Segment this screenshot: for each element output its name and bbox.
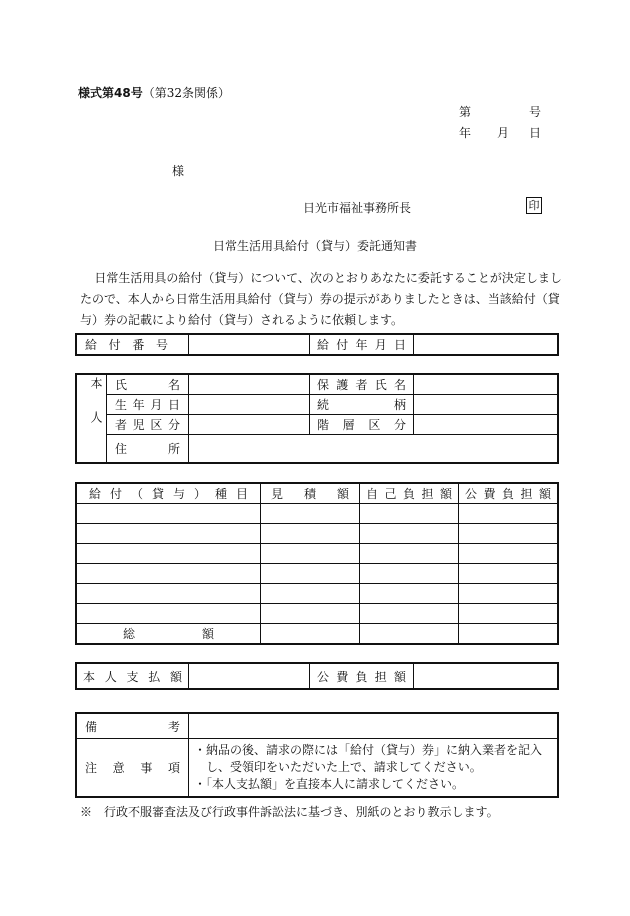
grant-date-label: 給付年月日 (310, 335, 414, 355)
number-suffix: 号 (528, 105, 541, 119)
addressee-suffix: 様 (172, 164, 185, 178)
self-pay-cell[interactable] (360, 564, 459, 584)
item-cell[interactable] (77, 524, 261, 544)
estimate-cell[interactable] (261, 504, 360, 524)
estimate-cell[interactable] (261, 544, 360, 564)
public-pay-label: 公費負担額 (310, 664, 414, 689)
self-pay-field[interactable] (189, 664, 310, 689)
seal-mark: 印 (526, 197, 542, 214)
table-row (77, 604, 558, 624)
header-self-pay: 自己負担額 (360, 484, 459, 504)
grant-number-field[interactable] (189, 335, 310, 355)
table-payment (76, 663, 558, 689)
tier-label: 階層区分 (310, 415, 414, 435)
estimate-cell[interactable] (261, 604, 360, 624)
public-pay-cell[interactable] (459, 524, 558, 544)
table-remarks (76, 713, 558, 797)
header-public-pay: 公費負担額 (459, 484, 558, 504)
public-pay-cell[interactable] (459, 584, 558, 604)
total-public-pay-cell[interactable] (459, 624, 558, 644)
item-cell[interactable] (77, 504, 261, 524)
public-pay-cell[interactable] (459, 604, 558, 624)
self-pay-cell[interactable] (360, 604, 459, 624)
footnote: ※ 行政不服審査法及び行政事件訴訟法に基づき、別紙のとおり教示します。 (80, 805, 499, 819)
item-cell[interactable] (77, 604, 261, 624)
name-label: 氏名 (107, 375, 189, 395)
grant-number-label: 給付番号 (77, 335, 189, 355)
table-items (76, 483, 558, 644)
self-pay-cell[interactable] (360, 544, 459, 564)
child-class-field[interactable] (189, 415, 310, 435)
self-pay-cell[interactable] (360, 524, 459, 544)
remarks-label: 備考 (77, 714, 189, 739)
note-item-2: ・「本人支払額」を直接本人に請求してください。 (194, 777, 465, 791)
public-pay-field[interactable] (414, 664, 558, 689)
table-row (77, 524, 558, 544)
estimate-cell[interactable] (261, 564, 360, 584)
birth-field[interactable] (189, 395, 310, 415)
public-pay-cell[interactable] (459, 504, 558, 524)
person-label-text: 本人 (89, 377, 103, 445)
form-relation: （第32条関係） (142, 86, 230, 100)
header-item: 給付（貸与）種目 (77, 484, 261, 504)
date-day: 日 (528, 126, 541, 140)
number-prefix: 第 (459, 105, 472, 119)
guardian-label: 保護者氏名 (310, 375, 414, 395)
table-person (76, 374, 558, 463)
estimate-cell[interactable] (261, 524, 360, 544)
form-number-label: 様式第48号 (78, 86, 143, 100)
notes-content (189, 739, 558, 797)
self-pay-cell[interactable] (360, 504, 459, 524)
form-number (78, 84, 230, 101)
child-class-label: 者児区分 (107, 415, 189, 435)
tier-field[interactable] (414, 415, 558, 435)
sender-name: 日光市福祉事務所長 (303, 201, 412, 215)
public-pay-cell[interactable] (459, 564, 558, 584)
notes-label: 注意事項 (77, 739, 189, 797)
name-field[interactable] (189, 375, 310, 395)
table-row (77, 544, 558, 564)
self-pay-label: 本人支払額 (77, 664, 189, 689)
estimate-cell[interactable] (261, 584, 360, 604)
total-estimate-cell[interactable] (261, 624, 360, 644)
date-month: 月 (497, 126, 510, 140)
table-grant-number (76, 334, 558, 355)
table-row (77, 504, 558, 524)
public-pay-cell[interactable] (459, 544, 558, 564)
item-cell[interactable] (77, 564, 261, 584)
total-label: 総額 (77, 624, 261, 644)
date-year: 年 (459, 126, 472, 140)
person-label (77, 375, 107, 463)
table-row (77, 584, 558, 604)
address-field[interactable] (189, 435, 558, 463)
table-row (77, 564, 558, 584)
total-self-pay-cell[interactable] (360, 624, 459, 644)
document-date (459, 124, 541, 141)
item-cell[interactable] (77, 584, 261, 604)
relation-label: 続柄 (310, 395, 414, 415)
self-pay-cell[interactable] (360, 584, 459, 604)
address-label: 住所 (107, 435, 189, 463)
note-item-1: ・納品の後、請求の際には「給付（貸与）券」に納入業者を記入し、受領印をいただいた上で、請求してください。 (194, 743, 543, 774)
guardian-field[interactable] (414, 375, 558, 395)
item-cell[interactable] (77, 544, 261, 564)
grant-date-field[interactable] (414, 335, 558, 355)
document-title: 日常生活用具給付（貸与）委託通知書 (212, 239, 417, 253)
header-estimate: 見積額 (261, 484, 360, 504)
document-number (459, 103, 541, 120)
relation-field[interactable] (414, 395, 558, 415)
remarks-field[interactable] (189, 714, 558, 739)
birth-label: 生年月日 (107, 395, 189, 415)
body-text: 日常生活用具の給付（貸与）について、次のとおりあなたに委託することが決定しましたので、本人から日常生活用具給付（貸与）券の提示がありましたときは、当該給付（貸与）券の記載により給付（貸与）されるように依頼します。 (80, 271, 562, 327)
